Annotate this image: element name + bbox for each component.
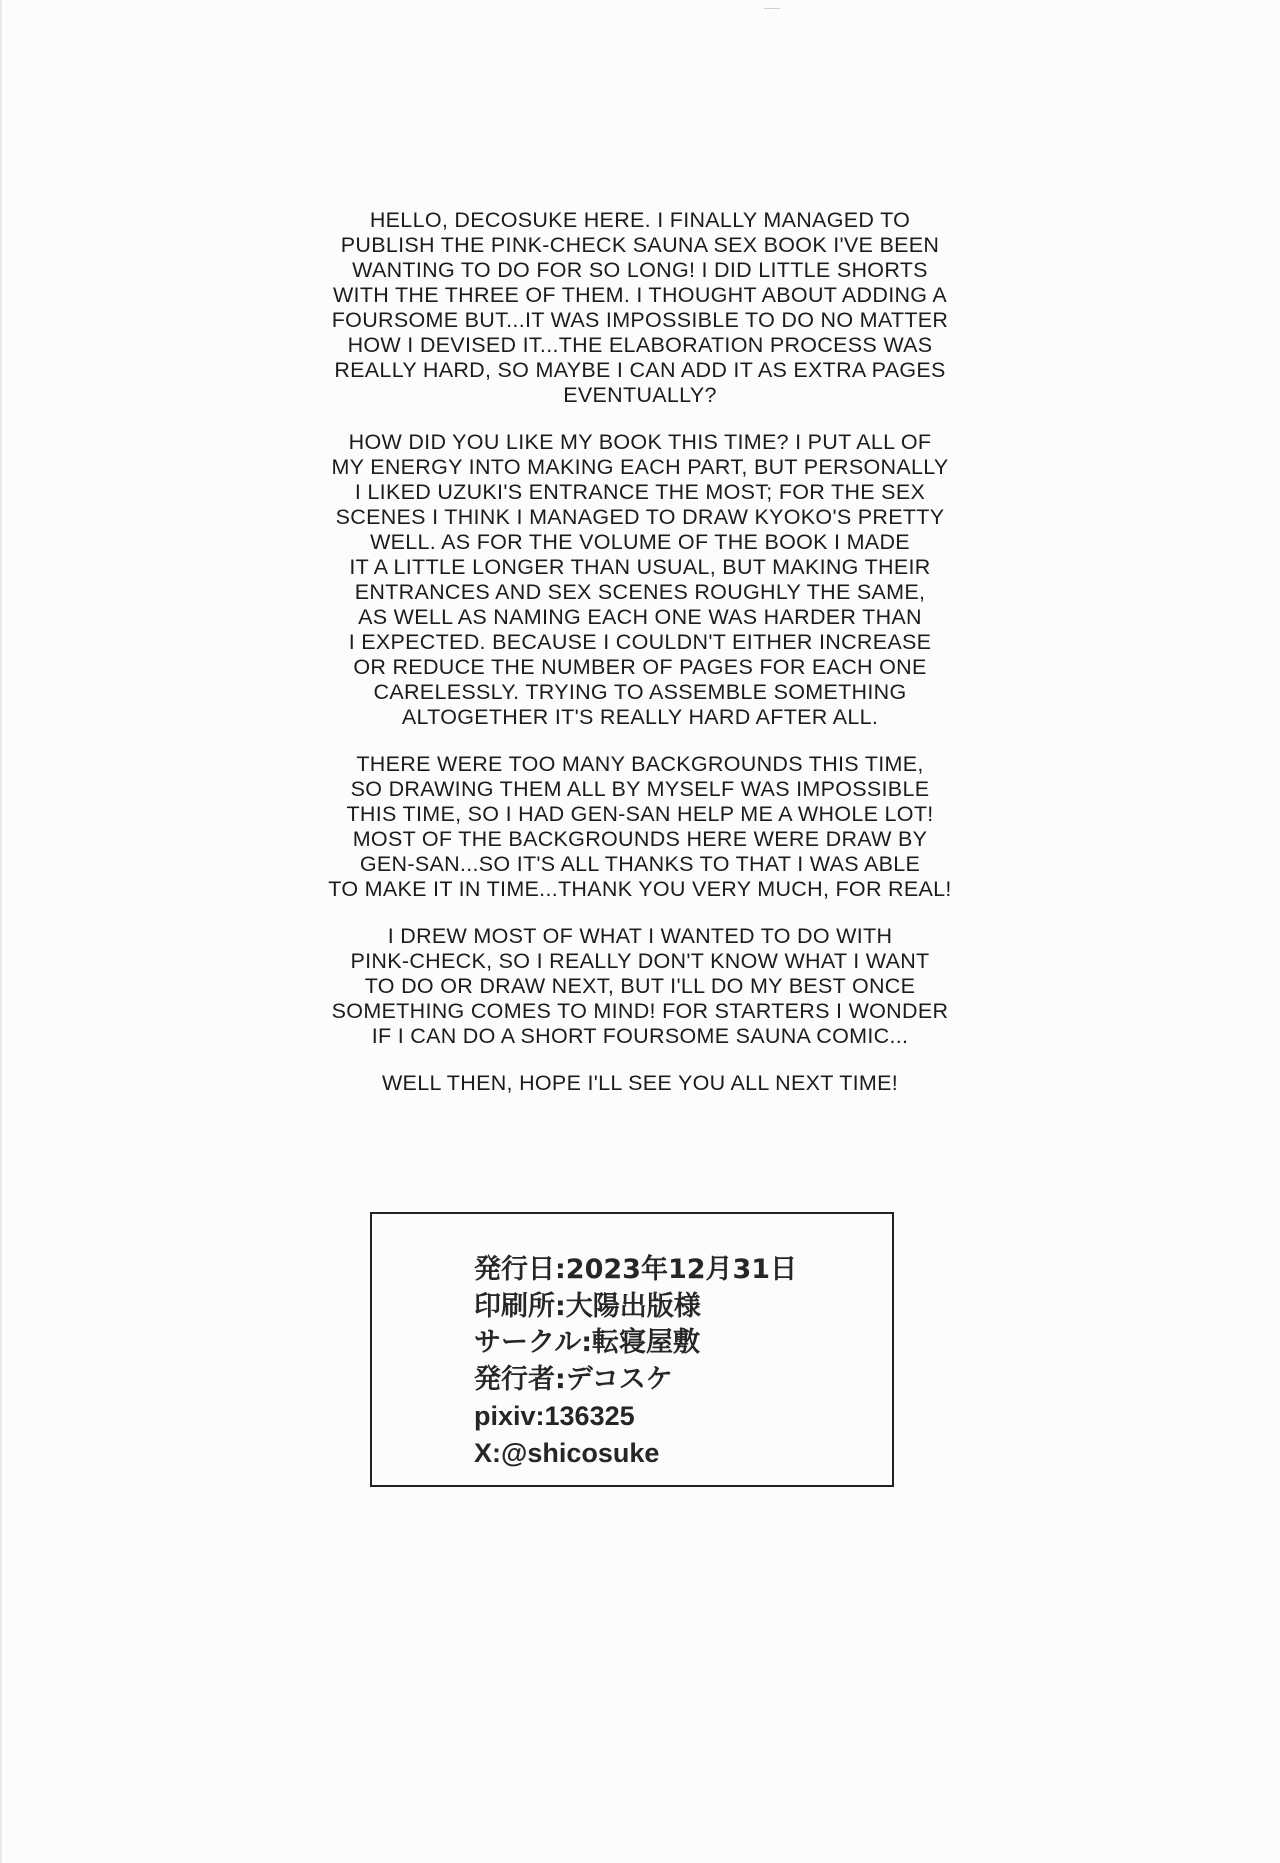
text-line: IF I CAN DO A SHORT FOURSOME SAUNA COMIC... xyxy=(371,1024,909,1048)
text-line: HOW I DEVISED IT...THE ELABORATION PROCESS WAS xyxy=(347,333,933,357)
afterword-text xyxy=(260,208,1020,1118)
scan-mark-divider xyxy=(764,8,780,9)
text-line: TO MAKE IT IN TIME...THANK YOU VERY MUCH, FOR REAL! xyxy=(328,877,952,901)
colophon-box xyxy=(370,1212,894,1487)
text-line: TO DO OR DRAW NEXT, BUT I'LL DO MY BEST ONCE xyxy=(364,974,916,998)
text-line: AS WELL AS NAMING EACH ONE WAS HARDER THAN xyxy=(358,605,922,629)
pixiv-id: pixiv:136325 xyxy=(474,1401,635,1431)
text-line: GEN-SAN...SO IT'S ALL THANKS TO THAT I WAS ABLE xyxy=(359,852,921,876)
text-line: WITH THE THREE OF THEM. I THOUGHT ABOUT ADDING A xyxy=(332,283,948,307)
text-line: MY ENERGY INTO MAKING EACH PART, BUT PERSONALLY xyxy=(331,455,949,479)
text-line: SO DRAWING THEM ALL BY MYSELF WAS IMPOSSIBLE xyxy=(350,777,930,801)
text-line: THERE WERE TOO MANY BACKGROUNDS THIS TIME, xyxy=(356,752,924,776)
afterword-paragraph-3 xyxy=(260,752,1020,902)
afterword-paragraph-2 xyxy=(260,430,1020,730)
text-line: REALLY HARD, SO MAYBE I CAN ADD IT AS EXTRA PAGES xyxy=(334,358,946,382)
text-line: IT A LITTLE LONGER THAN USUAL, BUT MAKING THEIR xyxy=(349,555,931,579)
text-line: PINK-CHECK, SO I REALLY DON'T KNOW WHAT I WANT xyxy=(350,949,930,973)
afterword-paragraph-4 xyxy=(260,924,1020,1049)
colophon-list xyxy=(474,1252,797,1471)
text-line: SCENES I THINK I MANAGED TO DRAW KYOKO'S PRETTY xyxy=(335,505,945,529)
x-account: X:@shicosuke xyxy=(474,1437,660,1468)
printer: 印刷所:大陽出版様 xyxy=(474,1290,701,1322)
publication-date: 発行日:2023年12月31日 xyxy=(474,1254,798,1285)
scan-edge-divider xyxy=(0,0,2,1863)
text-line: HOW DID YOU LIKE MY BOOK THIS TIME? I PUT ALL OF xyxy=(348,430,932,454)
text-line: WANTING TO DO FOR SO LONG! I DID LITTLE SHORTS xyxy=(352,258,928,282)
text-line: MOST OF THE BACKGROUNDS HERE WERE DRAW BY xyxy=(352,827,928,851)
text-line: ENTRANCES AND SEX SCENES ROUGHLY THE SAME, xyxy=(354,580,926,604)
publisher: 発行者:デコスケ xyxy=(474,1363,673,1395)
text-line: I EXPECTED. BECAUSE I COULDN'T EITHER INCREASE xyxy=(348,630,932,654)
text-line: WELL. AS FOR THE VOLUME OF THE BOOK I MADE xyxy=(370,530,910,554)
text-line: WELL THEN, HOPE I'LL SEE YOU ALL NEXT TIME! xyxy=(381,1071,899,1095)
text-line: ALTOGETHER IT'S REALLY HARD AFTER ALL. xyxy=(401,705,879,729)
text-line: THIS TIME, SO I HAD GEN-SAN HELP ME A WHOLE LOT! xyxy=(346,802,934,826)
text-line: EVENTUALLY? xyxy=(563,383,717,407)
circle-name: サークル:転寝屋敷 xyxy=(474,1327,700,1358)
text-line: I LIKED UZUKI'S ENTRANCE THE MOST; FOR THE SEX xyxy=(354,480,926,504)
text-line: SOMETHING COMES TO MIND! FOR STARTERS I WONDER xyxy=(331,999,949,1023)
text-line: FOURSOME BUT...IT WAS IMPOSSIBLE TO DO NO MATTER xyxy=(331,308,949,332)
text-line: CARELESSLY. TRYING TO ASSEMBLE SOMETHING xyxy=(373,680,907,704)
text-line: PUBLISH THE PINK-CHECK SAUNA SEX BOOK I'VE BEEN xyxy=(340,233,940,257)
text-line: I DREW MOST OF WHAT I WANTED TO DO WITH xyxy=(387,924,893,948)
text-line: HELLO, DECOSUKE HERE. I FINALLY MANAGED TO xyxy=(369,208,911,232)
text-line: OR REDUCE THE NUMBER OF PAGES FOR EACH ONE xyxy=(353,655,927,679)
afterword-paragraph-1 xyxy=(260,208,1020,408)
afterword-paragraph-5 xyxy=(260,1071,1020,1096)
